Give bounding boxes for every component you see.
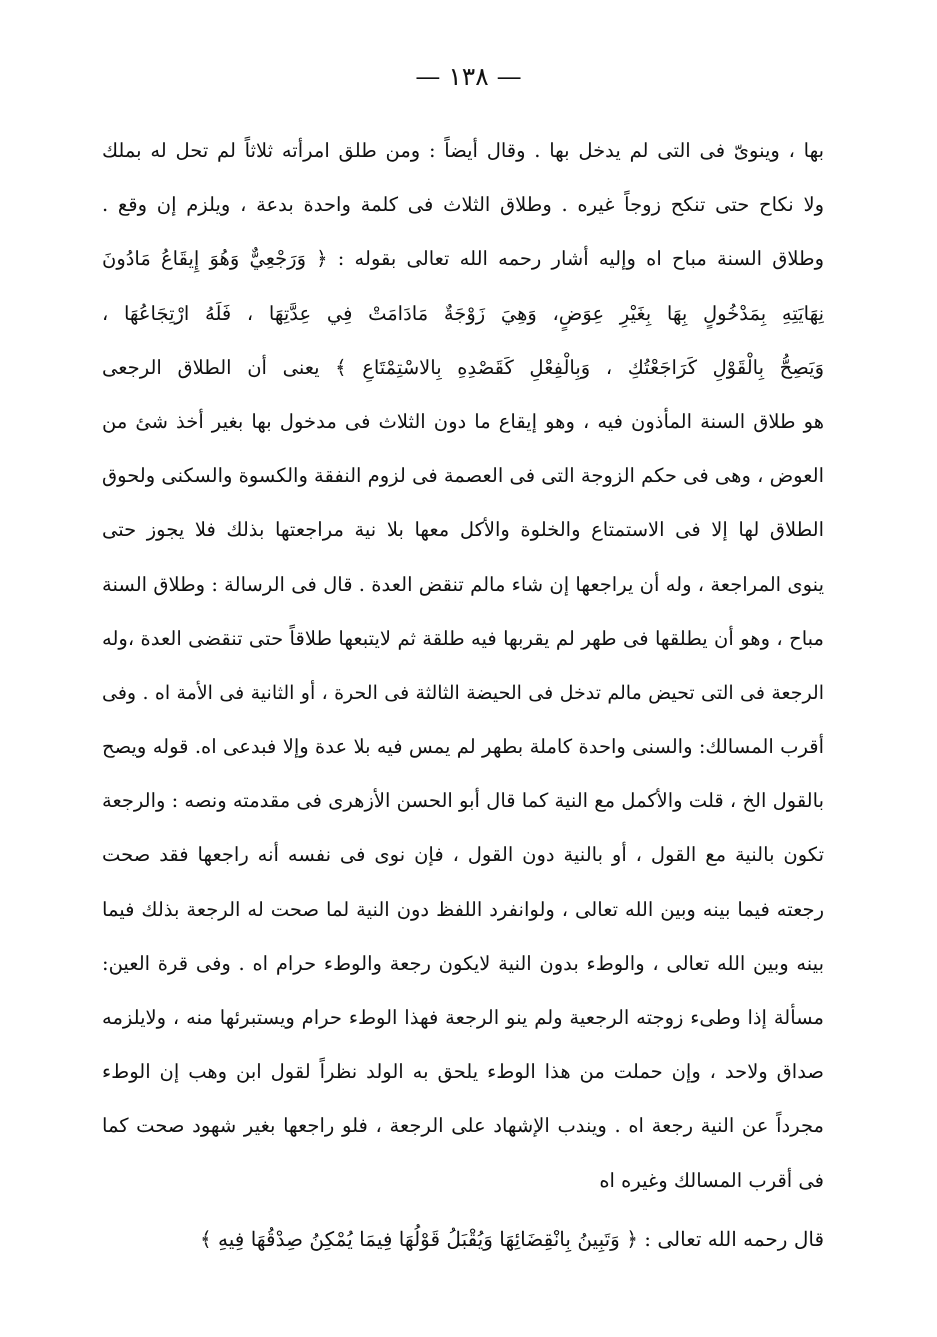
text-line-7: العوض ، وهى فى حكم الزوجة التى فى العصمة فى لزوم النفقة والكسوة والسكنى ولحوق	[102, 464, 824, 488]
text-line-10: مباح ، وهو أن يطلقها فى طهر لم يقربها فيه طلقة ثم لايتبعها طلاقاً حتى تنقضى العدة ،وله	[102, 626, 824, 650]
text-line-4: نِهَايَتِهِ بِمَدْخُولٍ بِهَا بِغَيْرِ عِوَضٍ، وَهِيَ زَوْجَةٌ مَادَامَتْ فِي عِدَّتِهَا ، فَلَهُ ارْتِجَاعُهَا ،	[102, 301, 824, 325]
text-line-8: الطلاق لها إلا فى الاستمتاع والخلوة والأكل معها بلا نية مراجعتها بذلك فلا يجوز حتى	[102, 518, 824, 542]
text-line-3: وطلاق السنة مباح اه وإليه أشار رحمه الله تعالى بقوله : ﴿ وَرَجْعِيٌّ وَهُوَ إِيقَاعُ مَادُونَ	[102, 247, 824, 271]
text-line-5: وَيَصِحُّ بِالْقَوْلِ كَرَاجَعْتُكِ ، وَبِالْفِعْلِ كَقَصْدِهِ بِالاسْتِمْتَاعِ ﴾ يعنى أن الطلاق الرجعى	[102, 355, 824, 379]
text-line-6: هو طلاق السنة المأذون فيه ، وهو إيقاع ما دون الثلاث فى مدخول بها بغير أخذ شئ من	[102, 409, 824, 433]
page-number: — ١٣٨ —	[415, 62, 522, 91]
text-line-12: أقرب المسالك: والسنى واحدة كاملة بطهر لم يمس فيه بلا عدة وإلا فبدعى اه. قوله ويصح	[102, 735, 824, 759]
text-line-11: الرجعة فى التى تحيض مالم تدخل فى الحيضة الثالثة فى الحرة ، أو الثانية فى الأمة اه . وفى	[102, 681, 824, 704]
text-line-16: بينه وبين الله تعالى ، والوطء بدون النية لايكون رجعة والوطء حرام اه . وفى قرة العين:	[102, 951, 824, 975]
body-text	[102, 124, 824, 1208]
text-line-19: مجرداً عن النية رجعة اه . ويندب الإشهاد على الرجعة ، فلو راجعها بغير شهود صحت كما	[102, 1114, 824, 1138]
text-line-2: ولا نكاح حتى تنكح زوجاً غيره . وطلاق الثلاث فى كلمة واحدة بدعة ، ويلزم إن وقع .	[102, 193, 824, 217]
text-line-13: بالقول الخ ، قلت والأكمل مع النية كما قال أبو الحسن الأزهرى فى مقدمته ونصه : والرجعة	[102, 789, 824, 813]
text-line-1: بها ، وينوىّ فى التى لم يدخل بها . وقال أيضاً : ومن طلق امرأته ثلاثاً لم تحل له بملك	[102, 139, 824, 162]
verse-line: قال رحمه الله تعالى : ﴿ وَتَبِينُ بِانْقِضَائِهَا وَيُقْبَلُ قَوْلُهَا فِيمَا يُمْكِنُ صِدْقُهَا فِيهِ ﴾	[199, 1227, 824, 1251]
text-line-15: رجعته فيما بينه وبين الله تعالى ، ولوانفرد اللفظ دون النية لما صحت له الرجعة بذلك فيما	[102, 897, 824, 921]
text-line-9: ينوى المراجعة ، وله أن يراجعها إن شاء مالم تنقض العدة . قال فى الرسالة : وطلاق السنة	[102, 572, 824, 596]
text-line-18: صداق ولاحد ، وإن حملت من هذا الوطء يلحق به الولد نظراً لقول ابن وهب إن الوطء	[102, 1060, 824, 1084]
text-line-14: تكون بالنية مع القول ، أو بالنية دون القول ، فإن نوى فى نفسه أنه راجعها فقد صحت	[102, 843, 824, 867]
text-line-20: فى أقرب المسالك وغيره اه	[599, 1168, 824, 1192]
text-line-17: مسألة إذا وطىء زوجته الرجعية ولم ينو الرجعة فهذا الوطء حرام ويستبرئها منه ، ولايلزمه	[102, 1006, 824, 1029]
